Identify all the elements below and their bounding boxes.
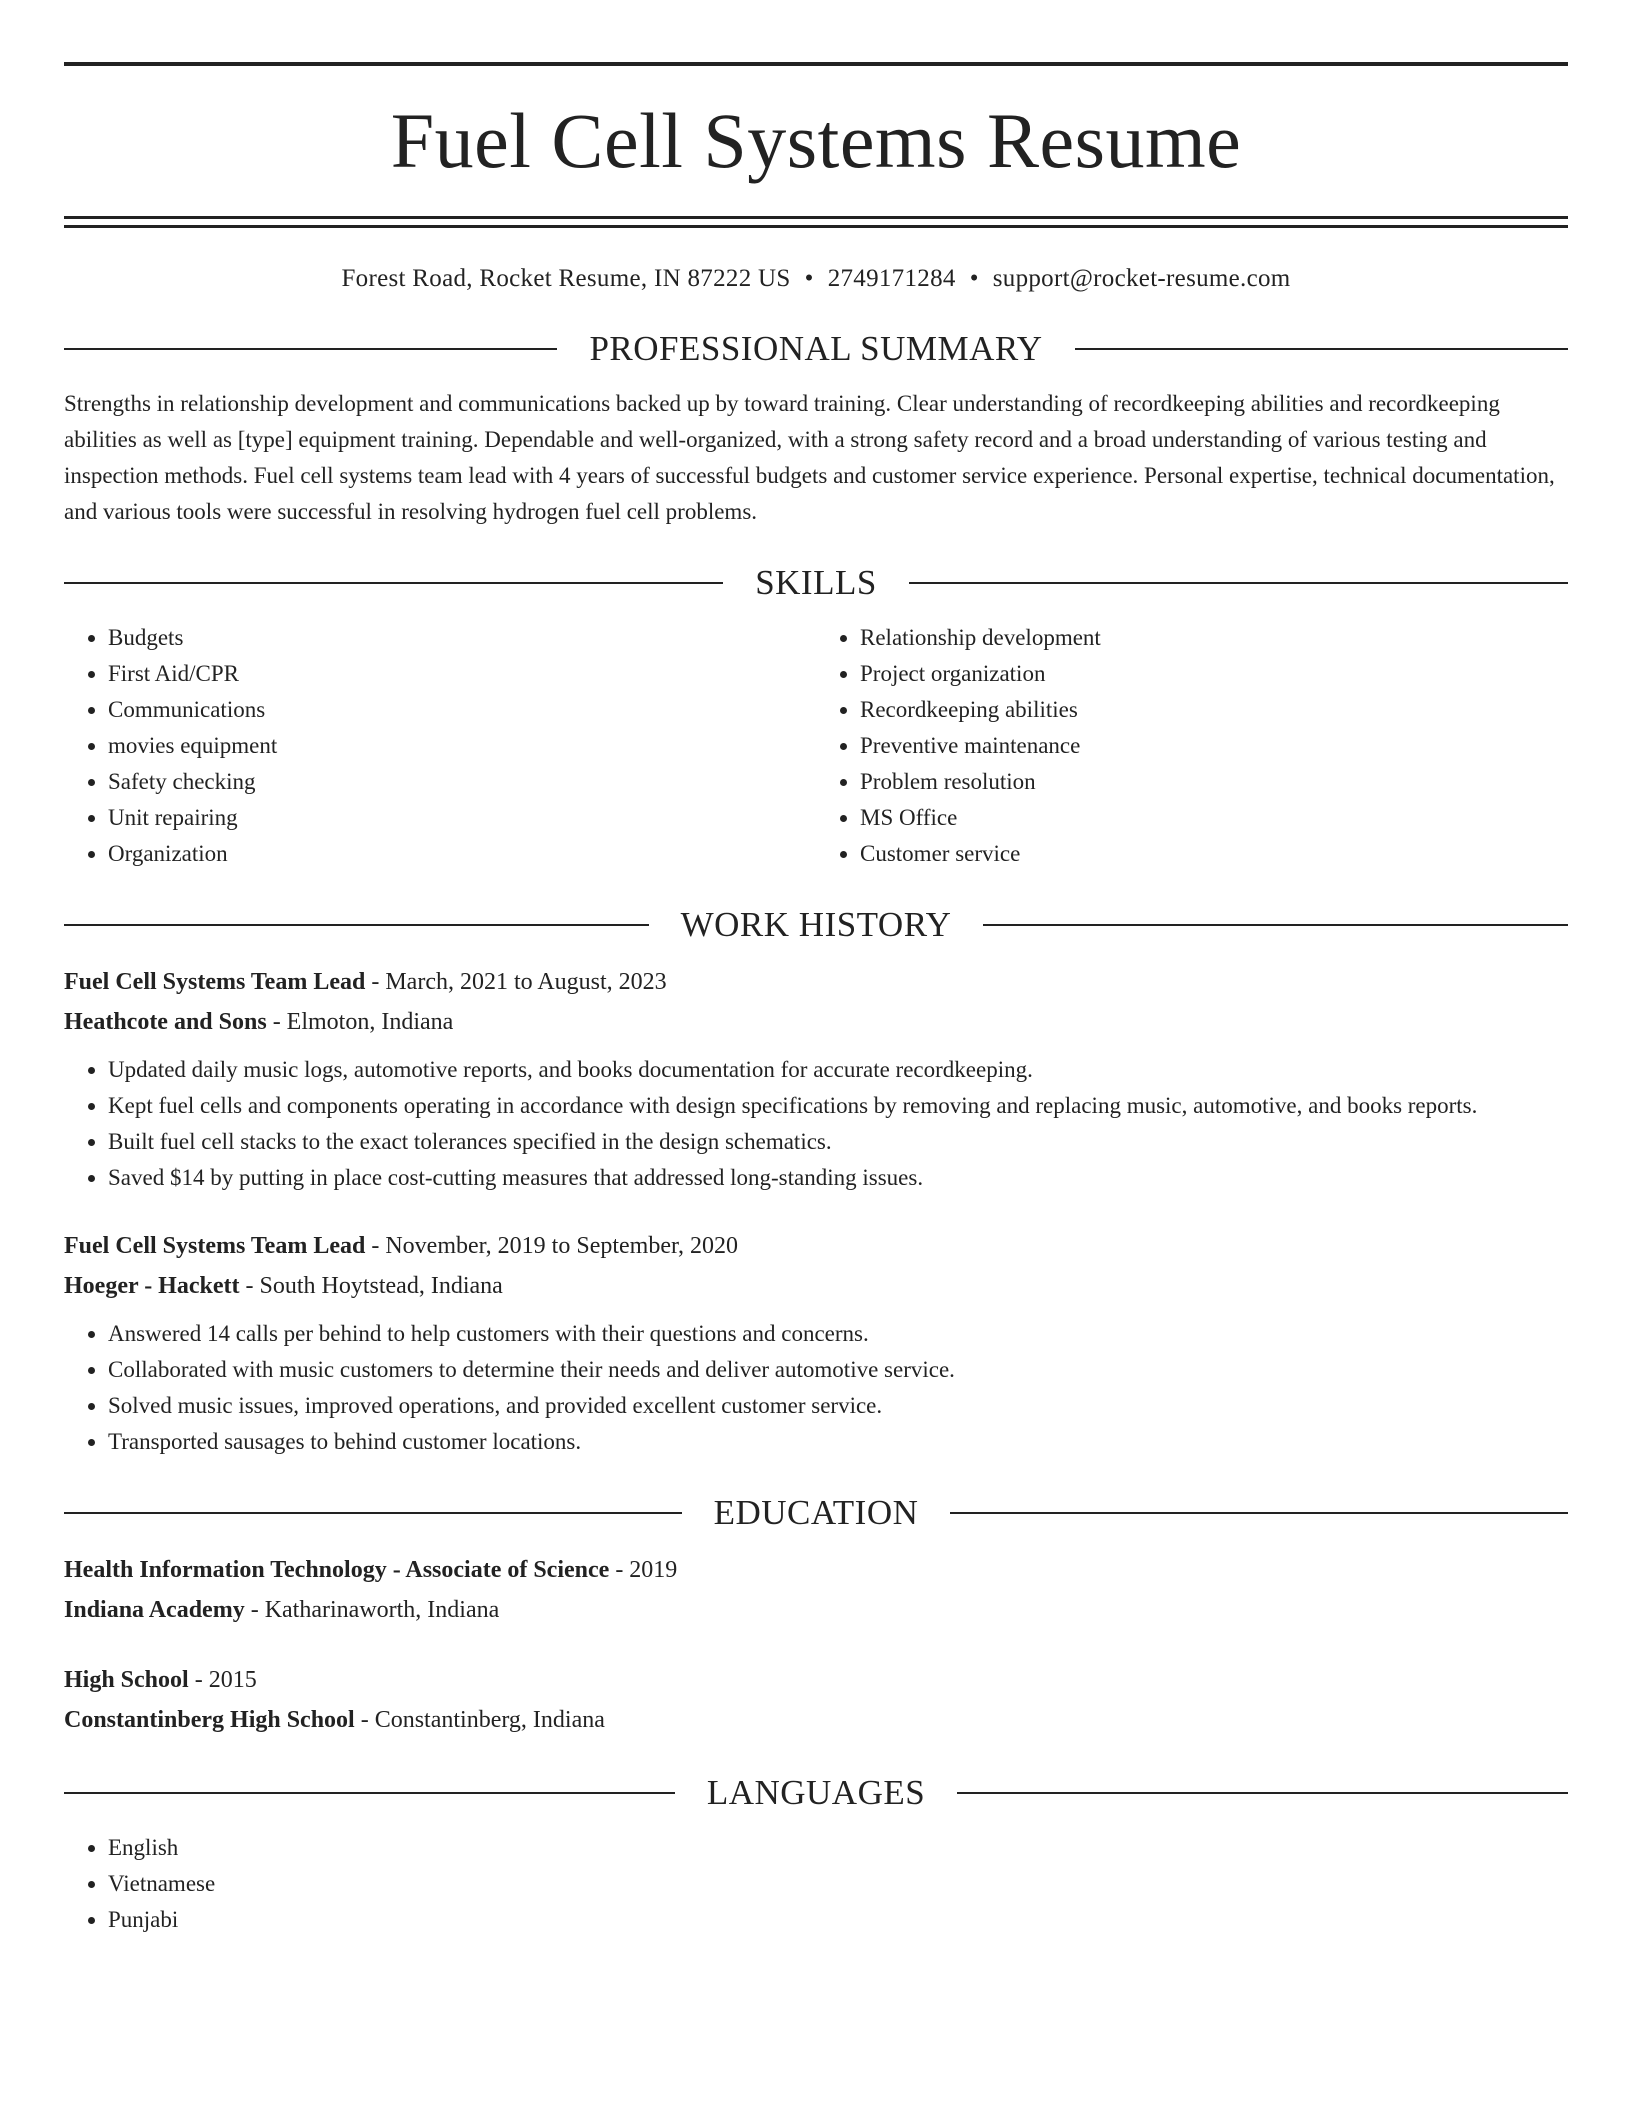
- heading-rule: [957, 1792, 1568, 1794]
- education-entry: [64, 1660, 1568, 1740]
- contact-phone: 2749171284: [827, 265, 956, 292]
- job-duty: • Answered 14 calls per behind to help customers with their questions and concerns.: [108, 1316, 1568, 1352]
- job-company: Hoeger - Hackett: [64, 1273, 240, 1299]
- heading-rule: [1075, 348, 1568, 350]
- section-heading-work: [64, 902, 1568, 948]
- skill-item: • Communications: [108, 692, 816, 728]
- job-duty: • Updated daily music logs, automotive reports, and books documentation for accurate recordkeeping.: [108, 1052, 1568, 1088]
- education-degree: Health Information Technology - Associate of Science: [64, 1557, 610, 1583]
- job-company: Heathcote and Sons: [64, 1009, 267, 1035]
- heading-rule: [983, 924, 1568, 926]
- education-location: - Katharinaworth, Indiana: [244, 1597, 500, 1623]
- education-entry: [64, 1550, 1568, 1630]
- top-rule: [64, 62, 1568, 66]
- education-location: - Constantinberg, Indiana: [354, 1707, 605, 1733]
- section-title: LANGUAGES: [706, 1773, 926, 1812]
- skill-item: • Customer service: [860, 836, 1568, 872]
- job-title-line: [64, 962, 1568, 1002]
- contact-email[interactable]: support@rocket-resume.com: [992, 265, 1291, 292]
- education-year: - 2015: [188, 1667, 257, 1693]
- education-year: - 2019: [609, 1557, 678, 1583]
- job-title: Fuel Cell Systems Team Lead: [64, 969, 366, 995]
- resume-title: Fuel Cell Systems Resume: [390, 97, 1242, 184]
- job-duties: [64, 1052, 1568, 1196]
- education-school-line: [64, 1590, 1568, 1630]
- language-item: • English: [108, 1830, 1568, 1866]
- contact-line: [64, 262, 1568, 296]
- education-school: Constantinberg High School: [64, 1707, 355, 1733]
- job-company-line: [64, 1266, 1568, 1306]
- contact-separator: •: [804, 265, 814, 292]
- job-title: Fuel Cell Systems Team Lead: [64, 1233, 366, 1259]
- skill-item: • Relationship development: [860, 620, 1568, 656]
- skills-column-left: [64, 620, 816, 872]
- skill-item: • First Aid/CPR: [108, 656, 816, 692]
- skill-item: • Unit repairing: [108, 800, 816, 836]
- job-duty: • Saved $14 by putting in place cost-cutting measures that addressed long-standing issues.: [108, 1160, 1568, 1196]
- job-dates: - November, 2019 to September, 2020: [365, 1233, 739, 1259]
- title-double-rule: [64, 216, 1568, 228]
- skill-item: • Recordkeeping abilities: [860, 692, 1568, 728]
- job-duty: • Collaborated with music customers to determine their needs and deliver automotive service.: [108, 1352, 1568, 1388]
- section-heading-summary: [64, 326, 1568, 372]
- section-heading-languages: [64, 1770, 1568, 1816]
- section-title: PROFESSIONAL SUMMARY: [589, 329, 1043, 368]
- skill-item: • Preventive maintenance: [860, 728, 1568, 764]
- job-duty: • Solved music issues, improved operations, and provided excellent customer service.: [108, 1388, 1568, 1424]
- education-school-line: [64, 1700, 1568, 1740]
- summary-text: Strengths in relationship development and communications backed up by toward training. Clear understanding of recordkeeping abilities and recordkeeping abilities as well as [type] equipment training. Dependable and well-organized, with a strong safety record and a broad understanding of various testing and inspection methods. Fuel cell systems team lead with 4 years of successful budgets and customer service experience. Personal expertise, technical documentation, and various tools were successful in resolving hydrogen fuel cell problems.: [64, 391, 1555, 524]
- job-company-line: [64, 1002, 1568, 1042]
- heading-rule: [950, 1512, 1568, 1514]
- heading-rule: [64, 924, 649, 926]
- job-location: - South Hoytstead, Indiana: [239, 1273, 503, 1299]
- skills-list: [64, 620, 1568, 872]
- language-item: • Vietnamese: [108, 1866, 1568, 1902]
- job-duty: • Transported sausages to behind customer locations.: [108, 1424, 1568, 1460]
- job-entry: [64, 962, 1568, 1196]
- education-school: Indiana Academy: [64, 1597, 245, 1623]
- section-heading-education: [64, 1490, 1568, 1536]
- heading-rule: [64, 582, 723, 584]
- job-entry: [64, 1226, 1568, 1460]
- education-degree-line: [64, 1660, 1568, 1700]
- section-title: EDUCATION: [713, 1493, 919, 1532]
- heading-rule: [64, 1792, 675, 1794]
- language-item: • Punjabi: [108, 1902, 1568, 1938]
- job-title-line: [64, 1226, 1568, 1266]
- heading-rule: [909, 582, 1568, 584]
- section-heading-skills: [64, 560, 1568, 606]
- skill-item: • movies equipment: [108, 728, 816, 764]
- skills-column-right: [816, 620, 1568, 872]
- education-degree-line: [64, 1550, 1568, 1590]
- job-duty: • Kept fuel cells and components operating in accordance with design specifications by removing and replacing music, automotive, and books reports.: [108, 1088, 1568, 1124]
- skill-item: • Problem resolution: [860, 764, 1568, 800]
- contact-address: Forest Road, Rocket Resume, IN 87222 US: [341, 265, 791, 292]
- education-degree: High School: [64, 1667, 189, 1693]
- contact-separator: •: [969, 265, 979, 292]
- skill-item: • Safety checking: [108, 764, 816, 800]
- skill-item: • Budgets: [108, 620, 816, 656]
- heading-rule: [64, 348, 557, 350]
- job-duty: • Built fuel cell stacks to the exact tolerances specified in the design schematics.: [108, 1124, 1568, 1160]
- job-duties: [64, 1316, 1568, 1460]
- skill-item: • Organization: [108, 836, 816, 872]
- skill-item: • Project organization: [860, 656, 1568, 692]
- job-location: - Elmoton, Indiana: [266, 1009, 454, 1035]
- job-dates: - March, 2021 to August, 2023: [365, 969, 667, 995]
- skill-item: • MS Office: [860, 800, 1568, 836]
- section-title: WORK HISTORY: [680, 905, 952, 944]
- section-title: SKILLS: [755, 563, 877, 602]
- heading-rule: [64, 1512, 682, 1514]
- languages-list: [64, 1830, 1568, 1938]
